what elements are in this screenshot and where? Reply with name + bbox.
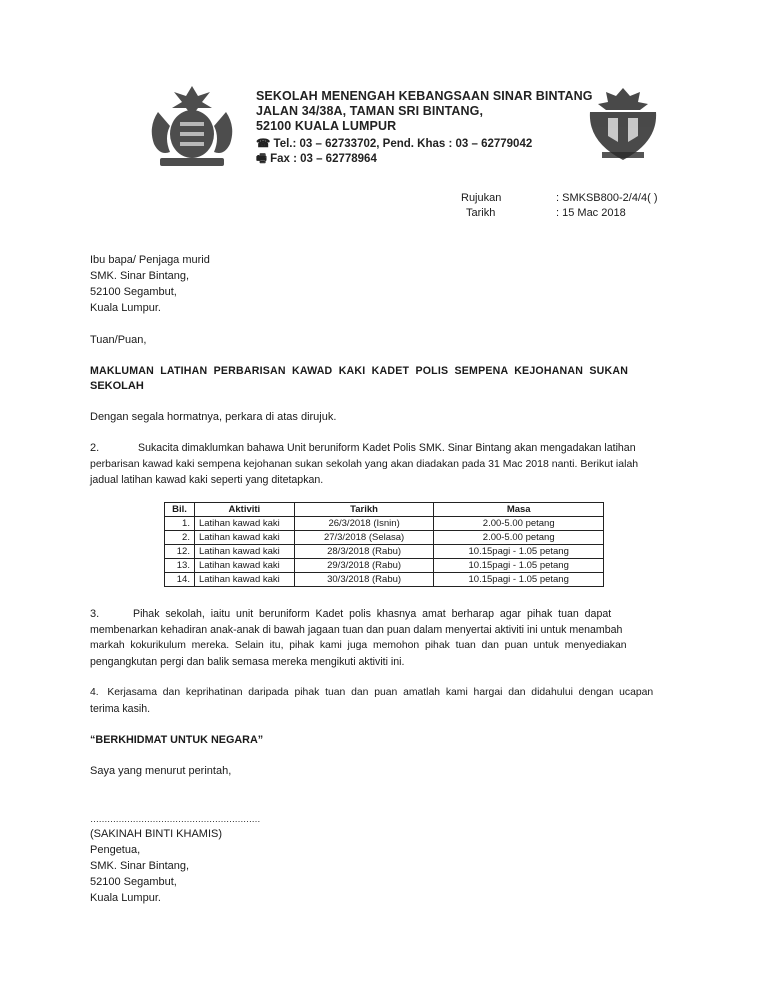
subject-line2: SEKOLAH: [90, 380, 144, 392]
cell-bil: 13.: [165, 559, 195, 573]
table-row: [165, 545, 604, 559]
cell-aktiviti: Latihan kawad kaki: [194, 573, 294, 587]
cell-masa: 10.15pagi - 1.05 petang: [434, 573, 604, 587]
tarikh-value: : 15 Mac 2018: [556, 207, 626, 219]
phone-icon: ☎: [256, 138, 271, 150]
cell-tarikh: 27/3/2018 (Selasa): [294, 531, 434, 545]
cell-tarikh: 26/3/2018 (Isnin): [294, 517, 434, 531]
fax-line: [256, 152, 377, 167]
signatory-name: (SAKINAH BINTI KHAMIS): [90, 828, 223, 840]
motto: “BERKHIDMAT UNTUK NEGARA”: [90, 734, 264, 746]
cell-aktiviti: Latihan kawad kaki: [194, 517, 294, 531]
para3-line2: membenarkan kehadiran anak-anak di bawah jagaan tuan dan puan dalam menyertai aktiviti ini untuk menambah: [90, 624, 623, 636]
cell-masa: 2.00-5.00 petang: [434, 531, 604, 545]
recipient-line3: 52100 Segambut,: [90, 286, 177, 298]
recipient-line2: SMK. Sinar Bintang,: [90, 270, 190, 282]
header-masa: Masa: [434, 503, 604, 517]
signatory-address3: Kuala Lumpur.: [90, 892, 161, 904]
cell-aktiviti: Latihan kawad kaki: [194, 531, 294, 545]
para2-line1: Sukacita dimaklumkan bahawa Unit beruniform Kadet Polis SMK. Sinar Bintang akan mengadakan latihan: [138, 442, 636, 454]
para2-line2: perbarisan kawad kaki sempena kejohanan sukan sekolah yang akan diadakan pada 31 Mac 2018 nanti. Berikut ialah: [90, 458, 639, 470]
header-aktiviti: Aktiviti: [194, 503, 294, 517]
salutation: Tuan/Puan,: [90, 334, 147, 346]
table-row: [165, 517, 604, 531]
table-header-row: [165, 503, 604, 517]
cell-tarikh: 30/3/2018 (Rabu): [294, 573, 434, 587]
intro-paragraph: Dengan segala hormatnya, perkara di atas dirujuk.: [90, 411, 337, 423]
para4-line2: terima kasih.: [90, 703, 151, 715]
para2-number: 2.: [90, 442, 100, 454]
subject-line1: MAKLUMAN LATIHAN PERBARISAN KAWAD KAKI KADET POLIS SEMPENA KEJOHANAN SUKAN: [90, 365, 629, 377]
phone-text: Tel.: 03 – 62733702, Pend. Khas : 03 – 62779042: [273, 138, 533, 150]
jadual-latihan-table: [164, 502, 604, 587]
school-emblem-logo: [578, 86, 668, 166]
cell-tarikh: 28/3/2018 (Rabu): [294, 545, 434, 559]
para3-line4: pengangkutan pergi dan balik semasa mereka mengikuti aktiviti ini.: [90, 656, 405, 668]
recipient-line1: Ibu bapa/ Penjaga murid: [90, 254, 210, 266]
school-name: SEKOLAH MENENGAH KEBANGSAAN SINAR BINTANG: [256, 89, 593, 103]
tarikh-label: Tarikh: [466, 207, 496, 219]
recipient-line4: Kuala Lumpur.: [90, 302, 161, 314]
cell-bil: 14.: [165, 573, 195, 587]
para3-number: 3.: [90, 608, 100, 620]
signatory-title: Pengetua,: [90, 844, 141, 856]
para2-line3: jadual latihan kawad kaki seperti yang ditetapkan.: [90, 474, 324, 486]
cell-masa: 10.15pagi - 1.05 petang: [434, 545, 604, 559]
signatory-address2: 52100 Segambut,: [90, 876, 177, 888]
header-tarikh: Tarikh: [294, 503, 434, 517]
para3-line1: Pihak sekolah, iaitu unit beruniform Kadet polis khasnya amat berharap agar pihak tuan dapat: [133, 608, 612, 620]
cell-masa: 10.15pagi - 1.05 petang: [434, 559, 604, 573]
cell-bil: 2.: [165, 531, 195, 545]
para4-line1: 4. Kerjasama dan keprihatinan daripada pihak tuan dan puan amatlah kami hargai dan didahului dengan ucapan: [90, 687, 654, 698]
cell-bil: 12.: [165, 545, 195, 559]
closing-line: Saya yang menurut perintah,: [90, 765, 232, 777]
header-bil: Bil.: [165, 503, 195, 517]
cell-masa: 2.00-5.00 petang: [434, 517, 604, 531]
phone-line: [256, 137, 532, 152]
coat-of-arms-logo: [140, 82, 245, 172]
table-row: [165, 531, 604, 545]
table-row: [165, 559, 604, 573]
fax-text: Fax : 03 – 62778964: [270, 153, 377, 165]
school-address-line1: JALAN 34/38A, TAMAN SRI BINTANG,: [256, 104, 484, 118]
cell-aktiviti: Latihan kawad kaki: [194, 559, 294, 573]
rujukan-value: : SMKSB800-2/4/4( ): [556, 192, 658, 204]
fax-icon: 🖷: [256, 153, 267, 165]
table-row: [165, 573, 604, 587]
school-address-line2: 52100 KUALA LUMPUR: [256, 119, 397, 133]
cell-aktiviti: Latihan kawad kaki: [194, 545, 294, 559]
signatory-address1: SMK. Sinar Bintang,: [90, 860, 190, 872]
signature-line: ……………………………………………………: [90, 814, 260, 824]
cell-bil: 1.: [165, 517, 195, 531]
para3-line3: markah kokurikulum mereka. Selain itu, pihak kami juga memohon pihak tuan dan puan untuk menyediakan: [90, 640, 627, 651]
rujukan-label: Rujukan: [461, 192, 502, 204]
cell-tarikh: 29/3/2018 (Rabu): [294, 559, 434, 573]
